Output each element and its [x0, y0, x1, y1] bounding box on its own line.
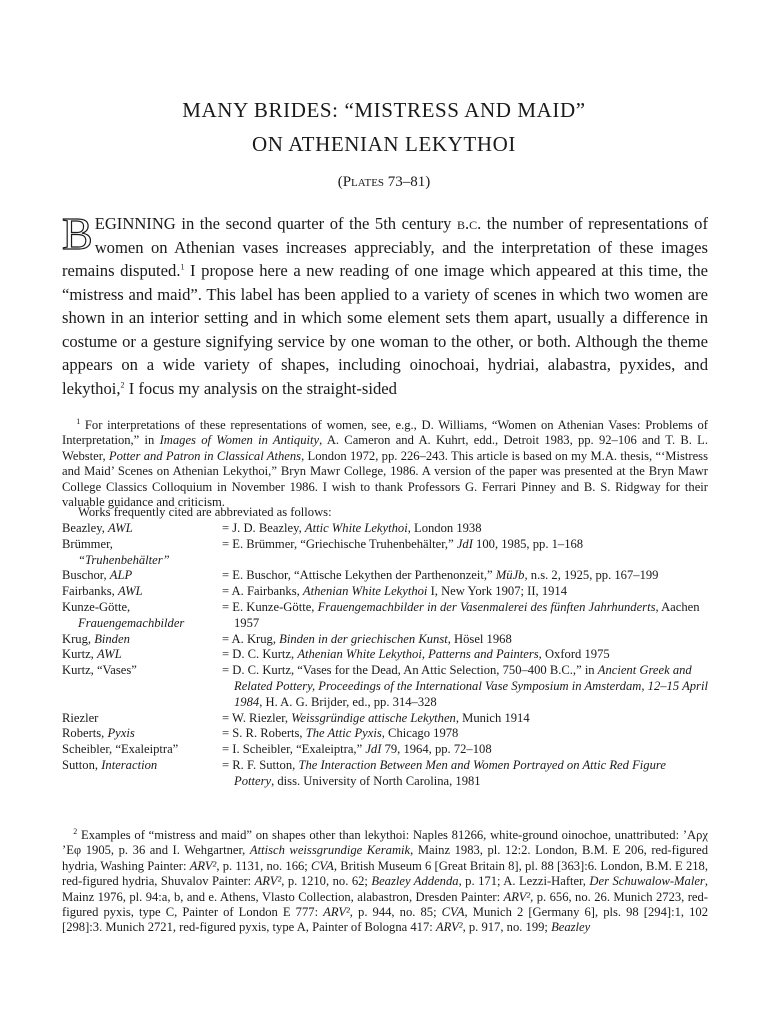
abbreviation-full-title: Athenian White Lekythoi [302, 584, 428, 599]
abbreviation-row [62, 537, 708, 569]
abbreviation-author: Krug, [62, 631, 95, 646]
abbreviation-ref: = S. R. Roberts, [222, 726, 306, 741]
abbreviation-expansion [222, 600, 708, 632]
body-text-1: EGINNING in the second quarter of the 5th century [94, 214, 457, 233]
abbreviation-row [62, 726, 708, 742]
body-text-4: I focus my analysis on the straight-sided [124, 378, 397, 398]
abbreviation-short-title: ALP [109, 568, 133, 583]
footnote-2-text: , Mainz 1983, pl. 12:2. London, B.M. E 206, red-figured hydria, Washing Painter: [62, 843, 708, 873]
footnote-1-italic: Potter and Patron in Classical Athens [108, 448, 302, 463]
footnote-ref-2[interactable]: 2 [120, 379, 125, 389]
abbreviation-ref: = I. Scheibler, “Exaleiptra,” [222, 742, 366, 757]
abbreviation-full-title: Attic White Lekythoi [304, 521, 408, 535]
abbreviation-ref-tail: , Chicago 1978 [381, 726, 459, 741]
abbreviation-short-title-line2: “Truhenbehälter” [78, 552, 170, 567]
footnote-2-italic: Beazley [551, 920, 591, 935]
abbreviation-key [62, 632, 222, 648]
abbreviation-row [62, 742, 708, 758]
footnote-2-text: , Mainz 1976, pl. 94:a, b, and e. Athens, Vlasto Collection, alabastron, Dresden Painter: [62, 874, 708, 904]
abbreviation-row [62, 584, 708, 600]
abbreviation-full-title: Frauengemachbilder in der Vasenmalerei des fünften Jahrhunderts [317, 599, 656, 614]
abbreviation-ref-tail: 100, 1985, pp. 1–168 [472, 536, 584, 551]
abbreviations-list [62, 521, 708, 790]
abbreviation-row [62, 521, 708, 537]
abbreviation-ref-tail: , Hösel 1968 [447, 631, 512, 646]
abbreviation-short-title: Binden [94, 631, 130, 646]
abbreviation-ref-tail: , n.s. 2, 1925, pp. 167–199 [524, 568, 659, 583]
abbreviation-expansion [222, 584, 708, 600]
abbreviation-full-title: MüJb [495, 568, 525, 583]
footnote-2-text: , p. 171; A. Lezzi-Hafter, [458, 874, 590, 889]
footnote-2-text: , p. 917, no. 199; [462, 920, 552, 935]
footnote-2-italic: Beazley Addenda [371, 874, 459, 889]
abbreviation-row [62, 600, 708, 632]
abbreviation-ref: = D. C. Kurtz, “Vases for the Dead, An Attic Selection, 750–400 B.C.,” in [222, 663, 598, 678]
footnote-1-text: , A. Cameron and A. Kuhrt, edd., Detroit 1983, pp. 92–106 and T. B. L. Webster, [62, 433, 708, 463]
abbreviation-full-title: JdI [456, 536, 473, 551]
abbreviation-row [62, 758, 708, 790]
abbreviation-key [62, 600, 222, 632]
abbreviation-ref: = R. F. Sutton, [222, 757, 299, 772]
abbreviation-ref-tail: , Oxford 1975 [538, 647, 610, 662]
footnote-1-text: For interpretations of these representations of women, see, e.g., D. Williams, “Women on Athenian Vases: Problems of Interpretation,” in [62, 418, 708, 448]
abbreviation-ref-tail: , H. A. G. Brijder, ed., pp. 314–328 [259, 694, 437, 709]
abbreviation-ref-tail: I, New York 1907; II, 1914 [427, 584, 568, 599]
abbreviation-ref-tail: , Aachen 1957 [234, 599, 700, 630]
abbreviation-key [62, 568, 222, 584]
abbreviation-full-title: Athenian White Lekythoi, Patterns and Painters [297, 647, 539, 662]
abbreviation-key [62, 711, 222, 727]
abbreviation-full-title: JdI [365, 742, 382, 757]
footnote-1-italic: Images of Women in Antiquity [159, 433, 320, 448]
abbreviation-short-title: AWL [117, 584, 143, 599]
body-paragraph [62, 208, 708, 400]
abbreviation-ref: = E. Buschor, “Attische Lekythen der Parthenonzeit,” [222, 568, 496, 583]
abbreviation-row [62, 647, 708, 663]
abbreviation-key [62, 584, 222, 600]
abbreviation-short-title: Interaction [101, 757, 158, 772]
abbreviation-author: Kurtz, “Vases” [62, 663, 137, 678]
abbreviation-ref-tail: , diss. University of North Carolina, 1981 [271, 773, 481, 788]
abbreviation-expansion [222, 742, 708, 758]
abbreviation-key [62, 742, 222, 758]
abbreviation-ref: = D. C. Kurtz, [222, 647, 298, 662]
abbreviation-author: Roberts, [62, 726, 108, 741]
abbreviation-author: Beazley, [62, 521, 109, 535]
abbreviation-key [62, 647, 222, 663]
abbreviation-expansion [222, 632, 708, 648]
abbreviation-key [62, 663, 222, 710]
footnote-1-text: , London 1972, pp. 226–243. This article is based on my M.A. thesis, “‘Mistress and Maid’ Scenes on Athenian Lekythoi,” Bryn Mawr College, 1986. A version of the paper was presented at the Bryn Mawr College Classics Colloquium in November 1986. I wish to thank Professors G. Ferrari Pinney and B. S. Ridgway for their valuable guidance and criticism. [62, 448, 708, 510]
footnote-2-text: Examples of “mistress and maid” on shapes other than lekythoi: Naples 81266, white-ground oinochoe, unattributed: ’Αρχ ’Εφ 1905, p. 36 and I. Wehgartner, [62, 828, 708, 858]
body-text-2: the number of representations of women on Athenian vases increases appreciably, and the interpretation of these images remains disputed. [62, 214, 708, 280]
footnote-2-text: , Munich 2 [Germany 6], pls. 98 [294]:1, 102 [298]:3. Munich 2721, red-figured pyxis, type A, Painter of Bologna 417: [62, 905, 708, 935]
footnote-2-text: , p. 1210, no. 62; [281, 874, 372, 889]
abbreviation-ref: = W. Riezler, [222, 710, 292, 725]
abbreviation-full-title: Weissgründige attische Lekythen [291, 710, 456, 725]
footnote-2-text: , p. 656, no. 26. Munich 2723, red-figured pyxis, type C, Painter of London E 777: [62, 889, 709, 920]
footnote-2 [62, 828, 708, 936]
abbreviation-short-title: Pyxis [107, 726, 135, 741]
footnote-2-text: , British Museum 6 [Great Britain 8], pl. 88 [363]:6. London, B.M. E 218, red-figured hydria, Shuvalov Painter: [62, 858, 709, 889]
abbreviation-author: Kurtz, [62, 647, 97, 662]
abbreviations-heading: Works frequently cited are abbreviated as follows: [78, 505, 332, 519]
abbreviation-expansion [222, 726, 708, 742]
footnote-2-text: , p. 944, no. 85; [349, 905, 442, 920]
abbreviation-row [62, 632, 708, 648]
abbreviation-expansion [222, 647, 708, 663]
footnote-ref-1[interactable]: 1 [180, 262, 185, 272]
abbreviation-full-title: Binden in der griechischen Kunst [279, 631, 448, 646]
abbreviation-short-title: AWL [96, 647, 122, 662]
article-title-line-1: MANY BRIDES: “MISTRESS AND MAID” [182, 98, 586, 122]
abbreviation-expansion [222, 758, 708, 790]
article-title-line-2: ON ATHENIAN LEKYTHOI [252, 132, 516, 156]
abbreviation-row [62, 568, 708, 584]
abbreviation-key [62, 726, 222, 742]
abbreviation-expansion [222, 663, 708, 710]
abbreviation-full-title: Ancient Greek and Related Pottery, Proceedings of the International Vase Symposium in Amsterdam, 12–15 April 1984 [234, 663, 708, 709]
abbreviation-key [62, 537, 222, 569]
abbreviation-expansion [222, 537, 708, 569]
abbreviation-ref: = A. Fairbanks, [222, 584, 303, 599]
footnote-2-number: 2 [73, 826, 78, 836]
abbreviation-author: Buschor, [62, 568, 110, 583]
footnote-1 [62, 418, 708, 510]
footnote-2-italic: Attisch weissgrundige Keramik [249, 843, 411, 858]
footnote-2-italic: Der Schuwalow-Maler [589, 874, 705, 889]
abbreviation-full-title: The Attic Pyxis [305, 726, 382, 741]
footnote-1-number: 1 [76, 416, 81, 426]
footnote-2-italic: CVA [441, 905, 465, 920]
abbreviation-expansion [222, 568, 708, 584]
abbreviation-author: Scheibler, “Exaleiptra” [62, 742, 179, 757]
abbreviation-expansion [222, 711, 708, 727]
abbreviation-short-title: AWL [108, 521, 133, 535]
abbreviation-author: Fairbanks, [62, 584, 118, 599]
footnote-2-italic: ARV² [503, 889, 531, 904]
abbreviation-ref-tail: , London 1938 [407, 521, 482, 535]
abbreviation-full-title: The Interaction Between Men and Women Portrayed on Attic Red Figure Pottery [234, 757, 666, 788]
abbreviation-short-title-line2: Frauengemachbilder [78, 615, 185, 630]
plates-reference: (Plates 73–81) [337, 174, 431, 190]
abbreviation-ref: = J. D. Beazley, [222, 521, 305, 535]
footnote-2-italic: ARV² [323, 905, 350, 920]
abbreviation-ref: = E. Brümmer, “Griechische Truhenbehälter,” [222, 536, 457, 551]
abbreviation-ref: = E. Kunze-Götte, [222, 599, 318, 614]
abbreviation-author: Kunze-Götte, [62, 599, 131, 614]
abbreviation-ref-tail: , Munich 1914 [455, 710, 530, 725]
abbreviation-ref-tail: 79, 1964, pp. 72–108 [381, 742, 492, 757]
abbreviation-author: Riezler [62, 710, 99, 725]
footnote-2-italic: ARV² [435, 920, 463, 935]
footnote-2-italic: CVA [311, 858, 334, 873]
bc-abbrev: b.c. [456, 214, 482, 233]
footnote-2-text: , p. 1131, no. 166; [216, 858, 312, 873]
abbreviation-expansion [222, 521, 708, 537]
abbreviation-author: Sutton, [62, 757, 102, 772]
abbreviation-row [62, 663, 708, 710]
abbreviation-row [62, 711, 708, 727]
drop-cap: B [62, 208, 93, 259]
abbreviation-key [62, 758, 222, 790]
abbreviation-key [62, 521, 222, 537]
abbreviation-author: Brümmer, [62, 536, 113, 551]
footnote-2-italic: ARV² [189, 858, 217, 873]
body-text-3: I propose here a new reading of one image which appeared at this time, the “mistress and maid”. This label has been applied to a variety of scenes in which two women are shown in an interior setting and in which some element sets them apart, usually a difference in costume or a gesture signifying service by one woman to the other, or both. Although the theme appears on a wide variety of shapes, including oinochoai, hydriai, alabastra, pyxides, and lekythoi, [62, 261, 708, 398]
footnote-2-italic: ARV² [254, 874, 282, 889]
abbreviation-ref: = A. Krug, [222, 631, 280, 646]
